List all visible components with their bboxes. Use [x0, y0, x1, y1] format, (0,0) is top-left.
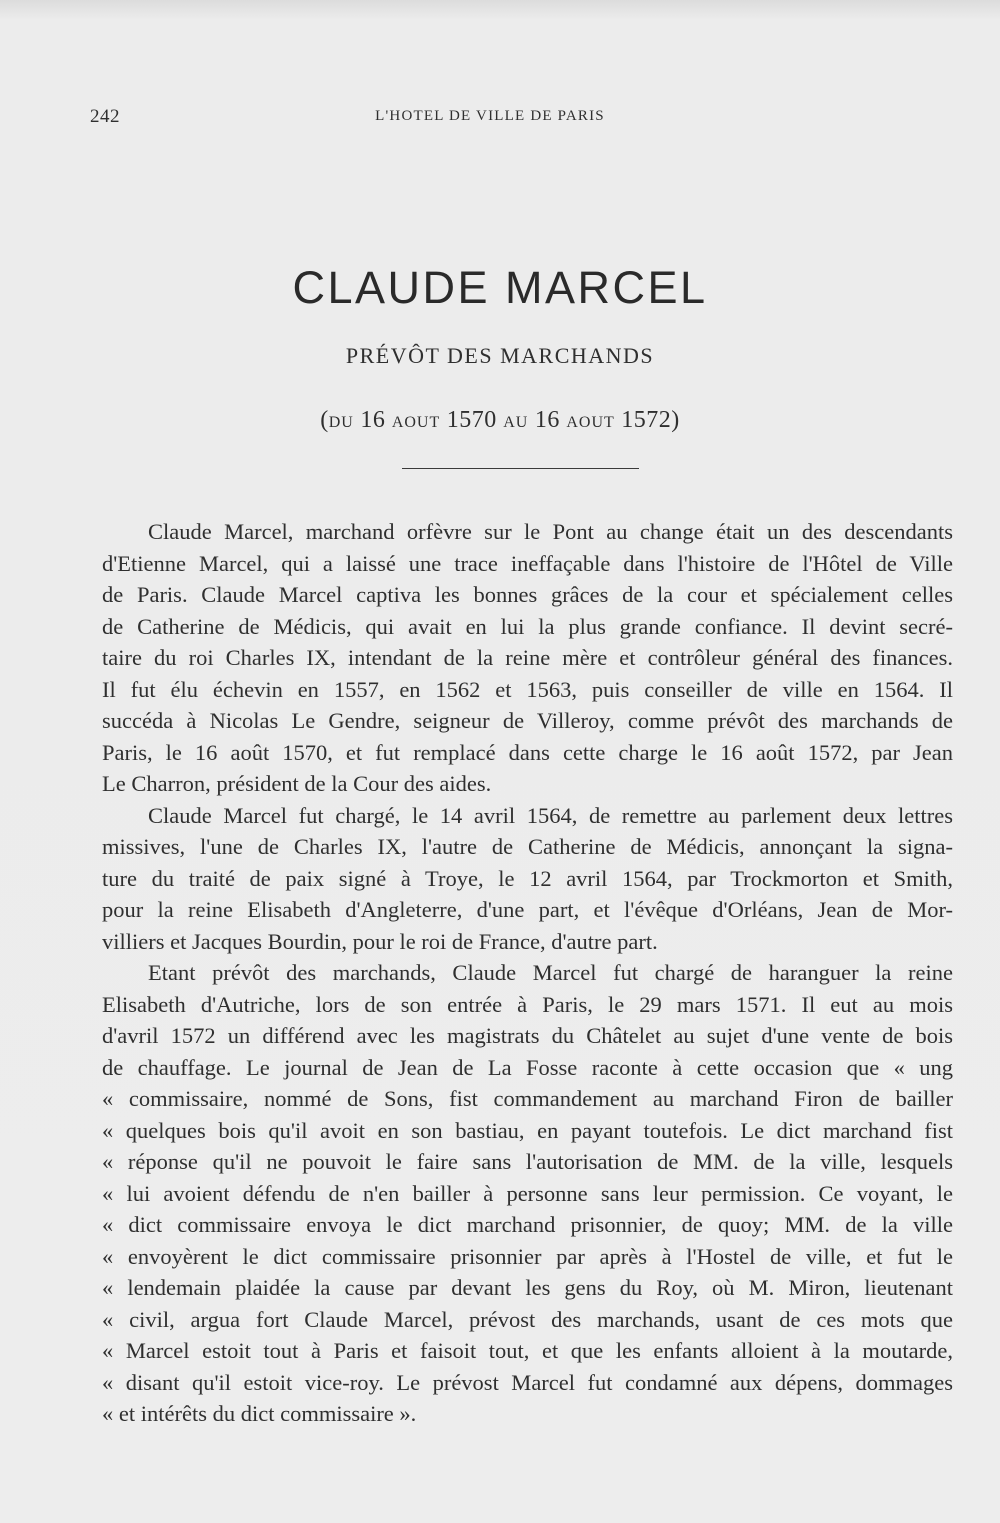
text-line: Claude Marcel fut chargé, le 14 avril 1564, de remettre au parlement deux lettres — [148, 802, 953, 828]
dates-year-end: 1572 — [614, 407, 672, 433]
text-line: Etant prévôt des marchands, Claude Marcel fut chargé de haranguer la reine — [148, 960, 953, 985]
text-line: de chauffage. Le journal de Jean de La Fosse raconte à cette occasion que « ung — [102, 1054, 953, 1080]
text-line: Claude Marcel, marchand orfèvre sur le Pont au change était un des descendants — [148, 519, 953, 544]
text-line: taire du roi Charles IX, intendant de la reine mère et contrôleur général des finances. — [102, 645, 953, 670]
text-line: Paris, le 16 août 1570, et fut remplacé dans cette charge le 16 août 1572, par Jean — [102, 739, 953, 765]
text-line: « commissaire, nommé de Sons, fist commandement au marchand Firon de bailler — [102, 1086, 953, 1111]
text-line: Il fut élu échevin en 1557, en 1562 et 1563, puis conseiller de ville en 1564. Il — [102, 676, 953, 702]
section-divider — [402, 468, 639, 469]
text-line: de Paris. Claude Marcel captiva les bonnes grâces de la cour et spécialement celles — [102, 582, 953, 607]
text-line: de Catherine de Médicis, qui avait en lui la plus grande confiance. Il devint secré- — [102, 613, 953, 639]
dates-day-end: 16 — [528, 407, 567, 433]
text-line: succéda à Nicolas Le Gendre, seigneur de Villeroy, comme prévôt des marchands de — [102, 708, 953, 733]
chapter-title: CLAUDE MARCEL — [292, 262, 708, 313]
text-line: pour la reine Elisabeth d'Angleterre, d'une part, et l'évêque d'Orléans, Jean de Mor- — [102, 897, 953, 922]
text-line: « dict commissaire envoya le dict marchand prisonnier, de quoy; MM. de la ville — [102, 1212, 953, 1237]
text-line: « civil, argua fort Claude Marcel, prévost des marchands, usant de ces mots que — [102, 1306, 953, 1332]
dates-close-paren: ) — [671, 407, 680, 433]
dates-open-paren: ( — [320, 407, 329, 433]
text-line: d'Etienne Marcel, qui a laissé une trace ineffaçable dans l'histoire de l'Hôtel de Ville — [102, 550, 953, 576]
term-dates — [0, 407, 1000, 434]
text-line: Le Charron, président de la Cour des aides. — [102, 771, 492, 796]
text-line: villiers et Jacques Bourdin, pour le roi de France, d'autre part. — [102, 928, 658, 954]
dates-month-start: AOUT — [391, 414, 441, 431]
text-line: ture du traité de paix signé à Troye, le 12 avril 1564, par Trockmorton et Smith, — [102, 865, 953, 891]
text-line: « lui avoient défendu de n'en bailler à personne sans leur permission. Ce voyant, le — [102, 1180, 953, 1206]
page-header — [90, 106, 890, 130]
page-number: 242 — [90, 106, 120, 127]
dates-au: AU — [503, 414, 529, 431]
text-line: « disant qu'il estoit vice-roy. Le prévost Marcel fut condamné aux dépens, dommages — [102, 1369, 953, 1395]
text-line: « et intérêts du dict commissaire ». — [102, 1401, 417, 1426]
text-line: « quelques bois qu'il avoit en son bastiau, en payant toutefois. Le dict marchand fist — [102, 1117, 953, 1143]
text-line: Elisabeth d'Autriche, lors de son entrée à Paris, le 29 mars 1571. Il eut au mois — [102, 991, 953, 1017]
dates-day-start: 16 — [353, 407, 392, 433]
dates-month-end: AOUT — [566, 414, 615, 431]
dates-year-start: 1570 — [440, 407, 504, 433]
text-line: « envoyèrent le dict commissaire prisonnier par après à l'Hostel de ville, et fut le — [102, 1243, 953, 1269]
body-text — [102, 516, 953, 1430]
text-line: missives, l'une de Charles IX, l'autre de Catherine de Médicis, annonçant la signa- — [102, 834, 953, 859]
text-line: d'avril 1572 un différend avec les magistrats du Châtelet au sujet d'une vente de bois — [102, 1023, 953, 1048]
text-line: « réponse qu'il ne pouvoit le faire sans l'autorisation de MM. de la ville, lesquels — [102, 1149, 953, 1174]
running-title: L'HOTEL DE VILLE DE PARIS — [375, 108, 605, 124]
chapter-subtitle: PRÉVÔT DES MARCHANDS — [345, 343, 655, 368]
dates-du: DU — [328, 414, 354, 431]
text-line: « Marcel estoit tout à Paris et faisoit tout, et que les enfants alloient à la moutarde, — [102, 1338, 953, 1363]
text-line: « lendemain plaidée la cause par devant les gens du Roy, où M. Miron, lieutenant — [102, 1275, 953, 1300]
